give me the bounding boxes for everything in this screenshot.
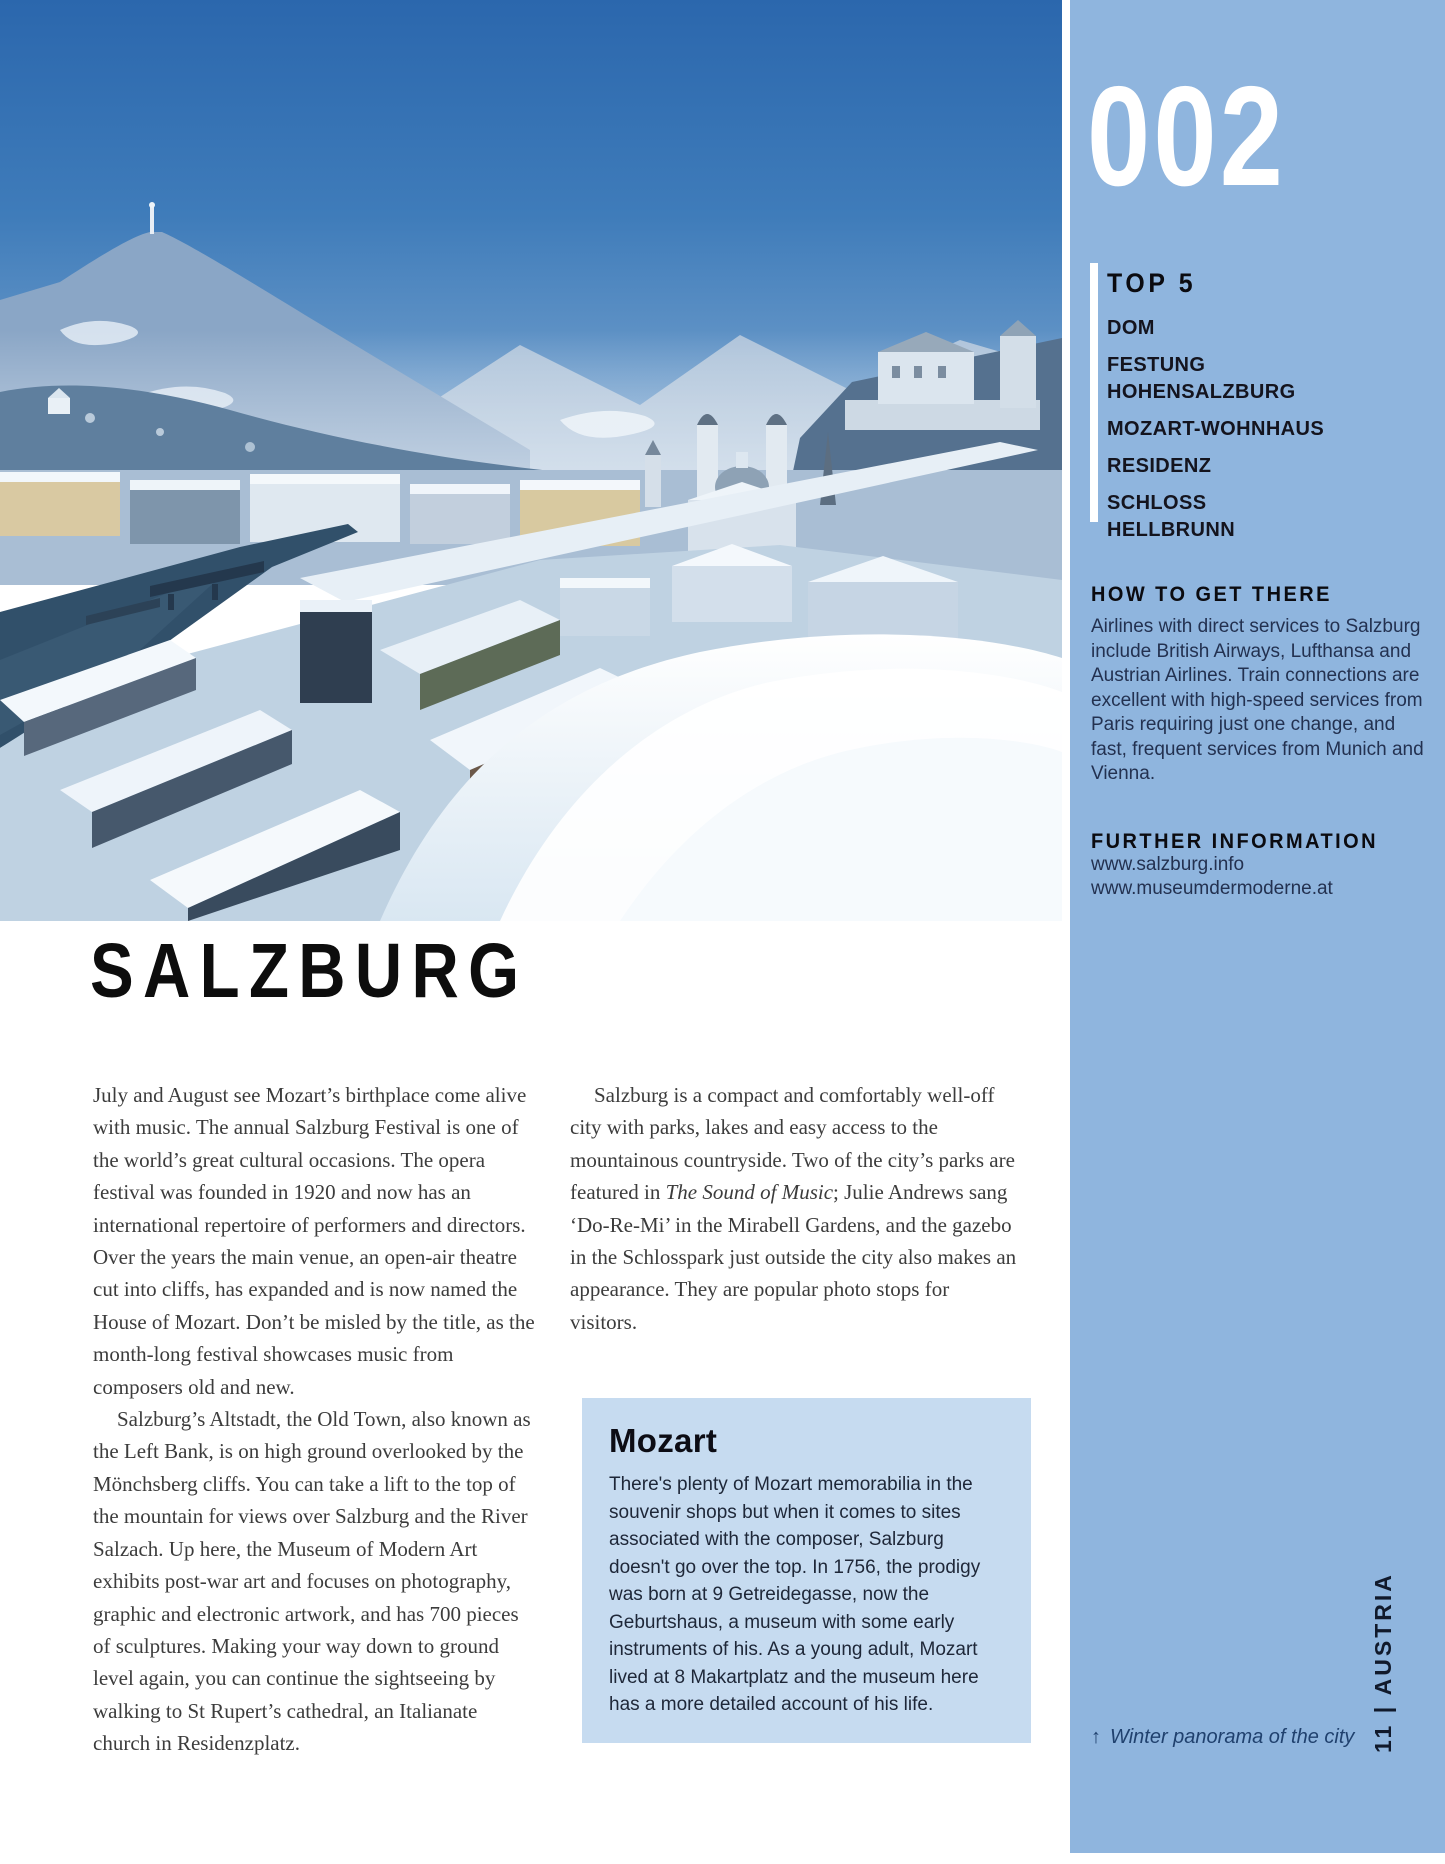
how-to-get-there-heading: HOW TO GET THERE — [1091, 583, 1332, 606]
link-salzburg-info[interactable]: www.salzburg.info — [1091, 854, 1245, 876]
winter-panorama-photo — [0, 0, 1062, 921]
top5-list — [1107, 315, 1339, 544]
top5-item-residenz: RESIDENZ — [1107, 455, 1212, 477]
mozart-box-body: There's plenty of Mozart memorabilia in the souvenir shops but when it comes to sites associated with the composer, Salzburg doesn't go over the top. In 1756, the prodigy was born at 9 Getreidegasse, now the Geburtshaus, a museum with some early instruments of his. As a young adult, Mozart lived at 8 Makartplatz and the museum here has a more detailed account of his life. — [609, 1474, 981, 1715]
page-title: SALZBURG — [90, 928, 529, 1014]
link-museumdermoderne[interactable]: www.museumdermoderne.at — [1091, 878, 1333, 900]
how-to-get-there-section — [1091, 583, 1426, 787]
photo-caption-text: Winter panorama of the city — [1110, 1726, 1355, 1748]
top5-rule — [1090, 263, 1098, 522]
italic-film-title: The Sound of Music — [665, 1180, 834, 1205]
body-paragraph-2: Salzburg’s Altstadt, the Old Town, also known as the Left Bank, is on high ground overlooked by the Mönchsberg cliffs. You can take a lift to the top of the mountain for views over Salzburg and the River Salzach. Up here, the Museum of Modern Art exhibits post-war art and focuses on photography, graphic and electronic artwork, and has 700 pieces of sculptures. Making your way down to ground level again, you can continue the sightseeing by walking to St Rupert’s cathedral, an Italianate church in Residenzplatz. — [93, 1407, 531, 1756]
top5-heading: TOP 5 — [1107, 268, 1197, 298]
top5-item-dom: DOM — [1107, 317, 1155, 339]
further-information-section — [1091, 830, 1426, 901]
body-column-left — [93, 1079, 539, 1760]
top5-item-festung-hohensalzburg: FESTUNG HOHENSALZBURG — [1107, 354, 1296, 403]
entry-number: 002 — [1087, 57, 1287, 216]
up-arrow-icon: ↑ — [1091, 1726, 1101, 1748]
top5-item-schloss-hellbrunn: SCHLOSS HELLBRUNN — [1107, 492, 1236, 541]
mozart-info-box — [582, 1398, 1031, 1743]
top5-section — [1107, 270, 1357, 554]
paragraph-text: ; Julie Andrews sang ‘Do-Re-Mi’ in the Mirabell Gardens, and the gazebo in the Schlosspark just outside the city also makes an appearance. They are popular photo stops for visitors. — [570, 1180, 1017, 1334]
sidebar — [1070, 0, 1445, 1853]
body-paragraph-1: July and August see Mozart’s birthplace come alive with music. The annual Salzburg Festival is one of the world’s great cultural occasions. The opera festival was founded in 1920 and now has an international repertoire of performers and directors. Over the years the main venue, an open-air theatre cut into cliffs, has expanded and is now named the House of Mozart. Don’t be misled by the title, as the month-long festival showcases music from composers old and new. — [93, 1083, 535, 1399]
how-to-get-there-body: Airlines with direct services to Salzburg include British Airways, Lufthansa and Austrian Airlines. Train connections are excellent with high-speed services from Paris requiring just one change, and fast, frequent services from Munich and Vienna. — [1091, 616, 1424, 785]
photo-caption — [1091, 1726, 1354, 1749]
photo-illustration — [0, 0, 1062, 921]
body-column-right — [570, 1079, 1018, 1338]
body-paragraph-3 — [570, 1079, 1018, 1338]
paragraph-text: Salzburg is a compact and comfortably well-off city with parks, lakes and easy access to the mountainous countryside. Two of the city’s parks are featured in — [570, 1083, 1015, 1205]
mozart-box-heading: Mozart — [609, 1422, 718, 1459]
top5-item-mozart-wohnhaus: MOZART-WOHNHAUS — [1107, 418, 1325, 440]
page-edge-label: 11 | AUSTRIA — [1370, 1572, 1396, 1753]
further-information-heading: FURTHER INFORMATION — [1091, 830, 1379, 853]
